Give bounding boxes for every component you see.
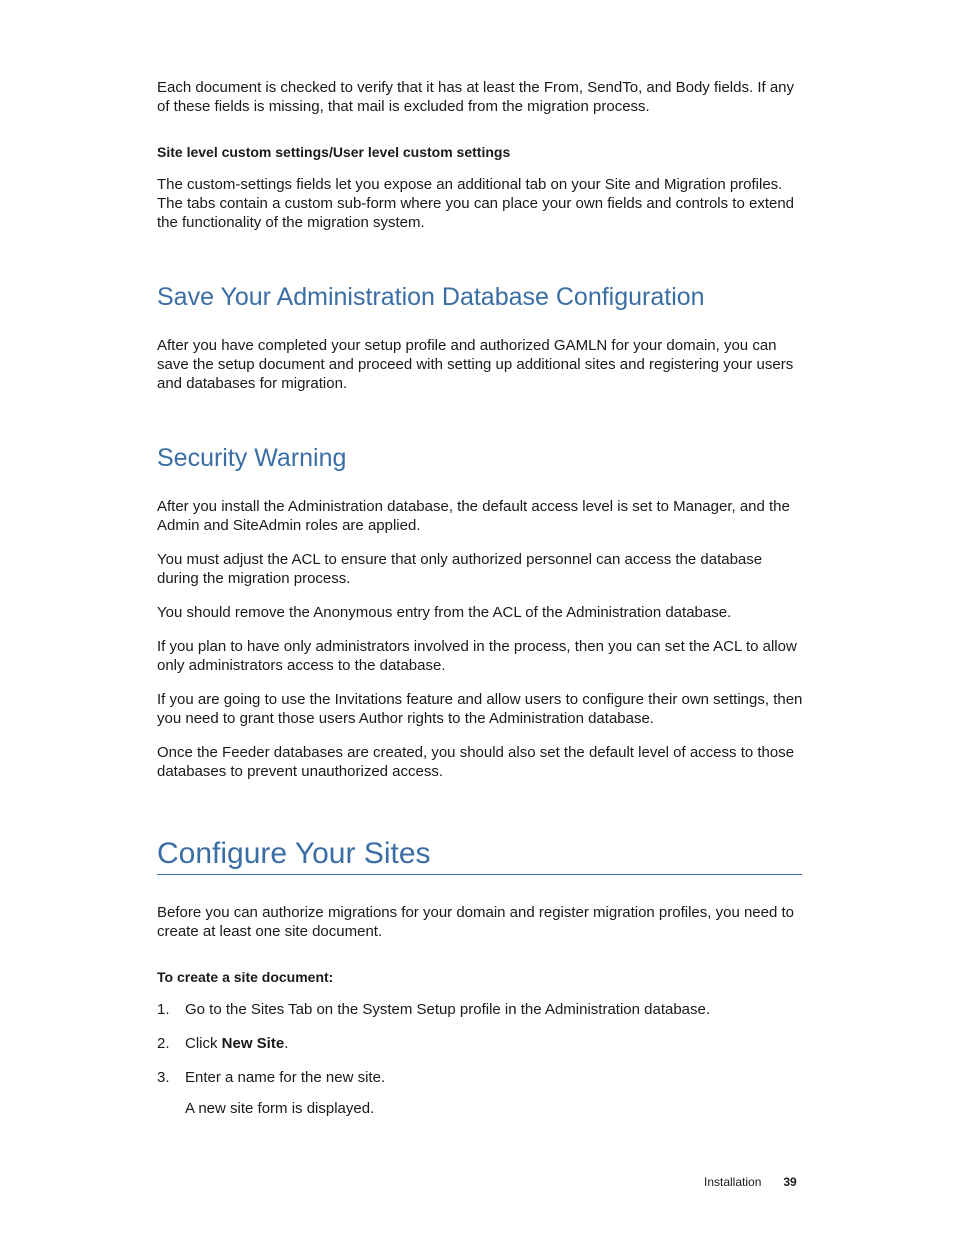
custom-settings-paragraph: The custom-settings fields let you expose an additional tab on your Site and Migration profiles. The tabs contain a custom sub-form where you can place your own fields and controls to extend the functionality of the migration system.: [157, 176, 795, 231]
step-text-end: .: [284, 1035, 289, 1052]
procedure-steps: [157, 1000, 805, 1087]
step-text: Enter a name for the new site.: [185, 1069, 386, 1086]
configure-sites-paragraph: Before you can authorize migrations for your domain and register migration profiles, you need to create at least one site document.: [157, 904, 795, 940]
step-result: A new site form is displayed.: [185, 1100, 375, 1117]
footer-section-name: Installation: [704, 1175, 762, 1189]
save-config-paragraph: After you have completed your setup profile and authorized GAMLN for your domain, you can save the setup document and proceed with setting up additional sites and registering your users and databases for migration.: [157, 337, 794, 392]
security-paragraph: Once the Feeder databases are created, you should also set the default level of access to those databases to prevent unauthorized access.: [157, 744, 795, 780]
security-paragraph: If you plan to have only administrators involved in the process, then you can set the ACL to allow only administrators access to the database.: [157, 638, 797, 674]
page-content: [157, 78, 805, 1118]
step-number: 1.: [157, 1001, 170, 1018]
page-footer: [704, 1174, 797, 1190]
save-config-heading: Save Your Administration Database Configuration: [157, 283, 705, 311]
new-site-ui-label: New Site: [221, 1035, 285, 1052]
security-paragraph: If you are going to use the Invitations feature and allow users to configure their own settings, then you need to grant those users Author rights to the Administration database.: [157, 691, 803, 727]
configure-sites-heading: Configure Your Sites: [157, 836, 802, 875]
step-number: 3.: [157, 1069, 170, 1086]
security-paragraph: You must adjust the ACL to ensure that only authorized personnel can access the database during the migration process.: [157, 551, 763, 587]
step-text: Click: [185, 1035, 222, 1052]
page-number: 39: [783, 1175, 797, 1189]
step-number: 2.: [157, 1035, 170, 1052]
step-text: Go to the Sites Tab on the System Setup profile in the Administration database.: [185, 1001, 711, 1018]
security-paragraph: You should remove the Anonymous entry from the ACL of the Administration database.: [157, 604, 732, 621]
procedure-step: [157, 1000, 805, 1019]
procedure-step: [157, 1068, 805, 1087]
intro-paragraph: Each document is checked to verify that it has at least the From, SendTo, and Body fields. If any of these fields is missing, that mail is excluded from the migration process.: [157, 79, 795, 115]
custom-settings-subheading: Site level custom settings/User level custom settings: [157, 144, 511, 160]
security-warning-heading: Security Warning: [157, 444, 347, 472]
security-paragraph: After you install the Administration database, the default access level is set to Manager, and the Admin and SiteAdmin roles are applied.: [157, 498, 790, 534]
procedure-step: [157, 1034, 805, 1053]
procedure-heading: To create a site document:: [157, 969, 334, 985]
